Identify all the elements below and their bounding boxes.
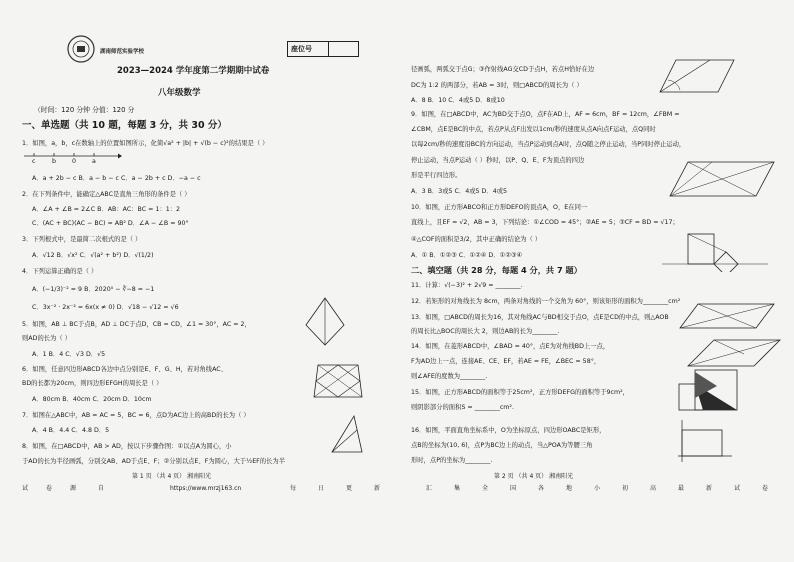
school-seal-icon bbox=[66, 34, 96, 64]
q7-text: 7．如图在△ABC中，AB = AC = 5，BC = 6，点D为AC边上的高BD的长为（ ） bbox=[22, 412, 250, 419]
left-footer-url: https://www.mrzj163.cn bbox=[170, 485, 242, 492]
q16-text-3: 形时，点P的坐标为________. bbox=[411, 457, 493, 464]
q1-text: 1．如图，a，b，c在数轴上的位置如图所示，化简√a² + |b| + √(b − c)²的结果是（ ） bbox=[22, 140, 269, 147]
q5-kite-figure bbox=[300, 295, 350, 350]
q14-text-2: F为AD边上一点，连接AE、CE、EF，若AE = FE，∠BEC = 58°， bbox=[411, 358, 601, 365]
q14-text-1: 14．如图，在菱形ABCD中，∠BAD = 40°，点E为对角线BD上一点， bbox=[411, 343, 610, 350]
q8-cont-1: 径画弧，两弧交于点G；③作射线AG交CD于点H，若点H恰好在边 bbox=[411, 66, 595, 73]
q5-options: A．1 B．4 C．√3 D．√5 bbox=[32, 351, 106, 358]
right-footer-char: 试 bbox=[734, 485, 741, 492]
left-footer-char: 自 bbox=[98, 485, 105, 492]
right-footer-char: 最 bbox=[678, 485, 685, 492]
left-footer-char: 每 bbox=[290, 485, 297, 492]
left-footer-char: 源 bbox=[70, 485, 77, 492]
subject-title: 八年级数学 bbox=[158, 88, 201, 98]
q9-text-1: 9．如图，在□ABCD中，AC为BD交于点O，点F在AD上，AF = 6cm，BF = 12cm，∠FBM = bbox=[411, 111, 680, 118]
q6-options: A．80cm B．40cm C．20cm D．10cm bbox=[32, 396, 152, 403]
right-footer-char: 高 bbox=[650, 485, 657, 492]
q9-text-5: 形是平行四边形。 bbox=[411, 172, 462, 179]
q10-options: A．① B．①②③ C．①②④ D．①②③④ bbox=[411, 252, 523, 259]
seat-label: 座位号 bbox=[291, 45, 312, 53]
seat-box-divider bbox=[328, 41, 329, 57]
q4-text: 4．下列运算正确的是（ ） bbox=[22, 268, 98, 275]
q2-options-cd: C．(AC + BC)(AC − BC) = AB² D．∠A − ∠B = 90° bbox=[32, 220, 189, 227]
q6-text: 6．如图，任意四边形ABCD各边中点分别是E、F、G、H，若对角线AC、 bbox=[22, 366, 227, 373]
left-footer-char: 更 bbox=[346, 485, 353, 492]
section-1-heading: 一、单选题（共 10 题，每题 3 分，共 30 分） bbox=[22, 120, 227, 131]
q6-text-cont: BD的长都为20cm，则四边形EFGH的周长是（ ） bbox=[22, 380, 163, 387]
q1-options: A．a + 2b − c B．a − b − c C．a − 2b + c D．−a − c bbox=[32, 175, 201, 182]
q14-text-3: 则∠AFE的度数为________. bbox=[411, 373, 488, 380]
numberline-label-0: 0 bbox=[72, 158, 77, 165]
right-footer-char: 小 bbox=[594, 485, 601, 492]
right-footer-char: 地 bbox=[566, 485, 573, 492]
left-footer-char: 新 bbox=[374, 485, 381, 492]
q10-squares-figure bbox=[660, 220, 770, 272]
right-footer-char: 汇 bbox=[426, 485, 433, 492]
q10-text-2: 直线上，且EF = √2，AB = 3，下列结论：①∠COD = 45°；②AE = 5；③CF = BD = √17； bbox=[411, 219, 679, 226]
right-footer-char: 全 bbox=[482, 485, 489, 492]
q2-text: 2．在下列条件中，能确定△ABC是直角三角形的条件是（ ） bbox=[22, 191, 191, 198]
q8-text: 8．如图，在□ABCD中，AB > AD，按以下步骤作图：①以点A为圆心，小 bbox=[22, 443, 232, 450]
time-score: （时间：120 分钟 分值：120 分 bbox=[34, 106, 135, 114]
right-footer-char: 初 bbox=[622, 485, 629, 492]
q13-text-2: 的周长比△BOC的周长大 2，则边AB的长为________. bbox=[411, 328, 560, 335]
q8-text-cont: 于AD的长为半径画弧，分别交AB、AD于点E、F；②分别以点E、F为圆心，大于½EF的长为半 bbox=[22, 458, 285, 465]
right-footer-char: 各 bbox=[538, 485, 545, 492]
q5-text: 5．如图，AB ⊥ BC于点B，AD ⊥ DC于点D，CB = CD，∠1 = 30°，AC = 2， bbox=[22, 321, 251, 328]
q9-text-2: ∠CBM，点E是BC的中点，若点P从点F出发以1cm/秒的速度从点A向点F运动，点Q同时 bbox=[411, 126, 656, 133]
q16-coordinate-figure bbox=[674, 418, 734, 464]
right-footer-page: 第 2 页 （共 4 页） 湘南阳光 bbox=[494, 473, 574, 480]
right-footer-char: 卷 bbox=[762, 485, 769, 492]
q4-options-ab: A．(−1/3)⁻² = 9 B．2020⁰ − ∛−8 = −1 bbox=[32, 286, 155, 293]
q9-options: A．3 B．3或5 C．4或5 D．4或5 bbox=[411, 188, 507, 195]
numberline-label-b: b bbox=[52, 158, 56, 165]
right-footer-char: 集 bbox=[454, 485, 461, 492]
right-page bbox=[400, 0, 794, 562]
q8-parallelogram-figure bbox=[658, 56, 738, 96]
q10-text-3: ④△COF的面积是3/2，其中正确的结论为（ ） bbox=[411, 236, 542, 243]
left-footer-char: 卷 bbox=[46, 485, 53, 492]
q3-text: 3．下列根式中，是最简二次根式的是（ ） bbox=[22, 236, 142, 243]
right-footer-char: 国 bbox=[510, 485, 517, 492]
numberline-label-a: a bbox=[92, 158, 96, 165]
q2-options-ab: A．∠A + ∠B = 2∠C B．AB：AC：BC = 1：1：2 bbox=[32, 206, 181, 213]
q9-parallelogram-figure bbox=[668, 158, 778, 200]
q11-text: 11．计算：√(−3)² + 2√9 = ________. bbox=[411, 282, 523, 289]
q7-options: A．4 B．4.4 C．4.8 D．5 bbox=[32, 427, 110, 434]
left-footer-char: 日 bbox=[318, 485, 325, 492]
q5-text-cont: 则AD的长为（ ） bbox=[22, 335, 71, 342]
school-name: 湖南师范实验学校 bbox=[100, 49, 145, 55]
q16-text-1: 16．如图，平面直角坐标系中，O为坐标原点，四边形OABC是矩形， bbox=[411, 427, 606, 434]
q8-options: A．8 B．10 C．4或5 D．8或10 bbox=[411, 97, 505, 104]
left-footer-char: 试 bbox=[22, 485, 29, 492]
exam-title: 2023—2024 学年度第二学期期中试卷 bbox=[117, 66, 270, 76]
q6-quadrilateral-figure bbox=[312, 361, 364, 401]
numberline-label-c: c bbox=[32, 158, 36, 165]
q8-cont-2: DC为 1:2 的两部分，若AB = 3时，则□ABCD的周长为（ ） bbox=[411, 82, 583, 89]
q14-rhombus-figure bbox=[684, 336, 784, 370]
q15-text-1: 15．如图，正方形ABCD的面积等于25cm²，正方形DEFG的面积等于9cm²， bbox=[411, 389, 629, 396]
q12-text: 12．若矩形的对角线长为 8cm，两条对角线的一个交角为 60°，则该矩形的面积为________cm² bbox=[411, 298, 681, 305]
q9-text-3: 以每2cm/秒的速度沿BC的方向运动，当点P运动到点A时，点Q随之停止运动，当P同时停止运动， bbox=[411, 141, 686, 148]
q13-text-1: 13．如图，□ABCD的周长为16，其对角线AC与BD相交于点O，点E是CD的中点，则△AOB bbox=[411, 314, 669, 321]
q9-text-4: 停止运动，当点P运动（ ）秒时，以P、Q、E、F为顶点的四边 bbox=[411, 157, 585, 164]
q15-squares-shaded-figure bbox=[677, 368, 743, 414]
q10-text-1: 10．如图，正方形ABCO和正方形DEFO的顶点A，O，E在同一 bbox=[411, 204, 588, 211]
q13-parallelogram-figure bbox=[678, 300, 778, 332]
section-2-heading: 二、填空题（共 28 分，每题 4 分，共 7 题） bbox=[411, 265, 582, 275]
right-footer-char: 新 bbox=[706, 485, 713, 492]
q4-options-cd: C．3x⁻² · 2x⁻² = 6x(x ≠ 0) D．√18 − √12 = √6 bbox=[32, 304, 179, 311]
q16-text-2: 点B的坐标为(10, 6)，点P为BC边上的动点，当△POA为等腰三角 bbox=[411, 442, 593, 449]
left-footer-page: 第 1 页 （共 4 页） 湘南阳光 bbox=[132, 473, 212, 480]
q15-text-2: 则阴影部分的面积S = ________cm². bbox=[411, 404, 514, 411]
q7-triangle-figure bbox=[328, 414, 366, 456]
q3-options: A．√12 B．√x² C．√(a² + b²) D．√(1/2) bbox=[32, 252, 154, 259]
